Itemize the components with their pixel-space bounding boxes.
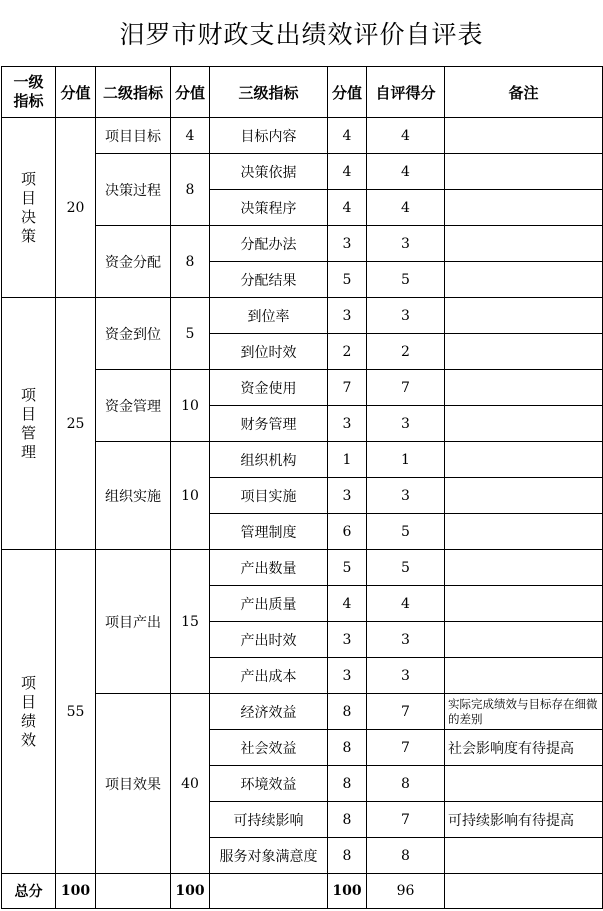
level2-score: 5 [171, 298, 210, 370]
level3-name: 财务管理 [210, 406, 328, 442]
self-score: 7 [367, 802, 445, 838]
remark [445, 478, 603, 514]
remark [445, 586, 603, 622]
level1-name: 项目绩效 [2, 550, 56, 874]
page-title: 汨罗市财政支出绩效评价自评表 [119, 20, 484, 49]
level1-name: 项目决策 [2, 118, 56, 298]
remark [445, 622, 603, 658]
header-row [2, 67, 603, 118]
level3-score: 3 [328, 226, 367, 262]
level2-name: 项目目标 [96, 118, 171, 154]
total-self-score: 96 [367, 874, 445, 909]
self-score: 8 [367, 838, 445, 874]
self-score: 7 [367, 694, 445, 730]
table-row [2, 118, 603, 154]
level3-name: 服务对象满意度 [210, 838, 328, 874]
self-score: 3 [367, 622, 445, 658]
level2-score: 8 [171, 226, 210, 298]
self-score: 3 [367, 298, 445, 334]
total-score2: 100 [171, 874, 210, 909]
header-self-score: 自评得分 [367, 67, 445, 118]
header-level1: 一级指标 [2, 67, 56, 118]
level3-score: 2 [328, 334, 367, 370]
header-level2: 二级指标 [96, 67, 171, 118]
level3-score: 4 [328, 190, 367, 226]
self-score: 4 [367, 586, 445, 622]
self-score: 3 [367, 478, 445, 514]
remark [445, 118, 603, 154]
total-score1: 100 [56, 874, 96, 909]
level3-name: 决策依据 [210, 154, 328, 190]
level2-score: 15 [171, 550, 210, 694]
header-level3: 三级指标 [210, 67, 328, 118]
level3-name: 到位时效 [210, 334, 328, 370]
level3-name: 产出数量 [210, 550, 328, 586]
remark [445, 406, 603, 442]
level3-score: 4 [328, 118, 367, 154]
level3-score: 3 [328, 406, 367, 442]
remark: 实际完成绩效与目标存在细微的差别 [445, 694, 603, 730]
level3-score: 5 [328, 262, 367, 298]
level3-name: 目标内容 [210, 118, 328, 154]
remark: 可持续影响有待提高 [445, 802, 603, 838]
level3-name: 社会效益 [210, 730, 328, 766]
self-score: 5 [367, 262, 445, 298]
level2-score: 40 [171, 694, 210, 874]
self-score: 5 [367, 514, 445, 550]
remark [445, 442, 603, 478]
header-score3: 分值 [328, 67, 367, 118]
level1-score: 20 [56, 118, 96, 298]
level3-name: 经济效益 [210, 694, 328, 730]
self-score: 3 [367, 226, 445, 262]
level3-name: 产出质量 [210, 586, 328, 622]
level3-name: 可持续影响 [210, 802, 328, 838]
level3-score: 6 [328, 514, 367, 550]
total-label: 总分 [2, 874, 56, 909]
total-score3: 100 [328, 874, 367, 909]
self-score: 7 [367, 730, 445, 766]
level3-score: 7 [328, 370, 367, 406]
level3-name: 组织机构 [210, 442, 328, 478]
level3-name: 管理制度 [210, 514, 328, 550]
header-score1: 分值 [56, 67, 96, 118]
header-remark: 备注 [445, 67, 603, 118]
level2-name: 项目效果 [96, 694, 171, 874]
level2-name: 决策过程 [96, 154, 171, 226]
level2-name: 资金管理 [96, 370, 171, 442]
self-score: 2 [367, 334, 445, 370]
level3-name: 产出成本 [210, 658, 328, 694]
level3-score: 8 [328, 802, 367, 838]
self-score: 8 [367, 766, 445, 802]
level3-score: 8 [328, 766, 367, 802]
level1-score: 25 [56, 298, 96, 550]
level3-name: 产出时效 [210, 622, 328, 658]
self-score: 4 [367, 154, 445, 190]
level2-name: 项目产出 [96, 550, 171, 694]
level2-score: 10 [171, 370, 210, 442]
remark [445, 334, 603, 370]
remark [445, 766, 603, 802]
remark [445, 226, 603, 262]
level3-score: 3 [328, 478, 367, 514]
remark [445, 658, 603, 694]
header-score2: 分值 [171, 67, 210, 118]
level3-score: 3 [328, 298, 367, 334]
level3-name: 资金使用 [210, 370, 328, 406]
level2-name: 资金到位 [96, 298, 171, 370]
remark [445, 550, 603, 586]
level3-score: 4 [328, 586, 367, 622]
level3-score: 3 [328, 622, 367, 658]
remark [445, 838, 603, 874]
total-empty [96, 874, 171, 909]
remark [445, 262, 603, 298]
evaluation-table [1, 66, 603, 909]
table-row [2, 550, 603, 586]
level3-score: 8 [328, 730, 367, 766]
level1-name: 项目管理 [2, 298, 56, 550]
level3-score: 1 [328, 442, 367, 478]
level3-name: 项目实施 [210, 478, 328, 514]
total-row [2, 874, 603, 909]
level3-score: 3 [328, 658, 367, 694]
level2-name: 组织实施 [96, 442, 171, 550]
total-empty [445, 874, 603, 909]
self-score: 1 [367, 442, 445, 478]
total-empty [210, 874, 328, 909]
level3-score: 4 [328, 154, 367, 190]
self-score: 4 [367, 190, 445, 226]
level2-score: 8 [171, 154, 210, 226]
level1-score: 55 [56, 550, 96, 874]
remark [445, 154, 603, 190]
remark [445, 514, 603, 550]
self-score: 3 [367, 658, 445, 694]
level3-name: 分配结果 [210, 262, 328, 298]
level3-name: 分配办法 [210, 226, 328, 262]
self-score: 4 [367, 118, 445, 154]
level2-name: 资金分配 [96, 226, 171, 298]
level3-name: 决策程序 [210, 190, 328, 226]
level2-score: 4 [171, 118, 210, 154]
self-score: 3 [367, 406, 445, 442]
table-row [2, 298, 603, 334]
remark [445, 370, 603, 406]
self-score: 5 [367, 550, 445, 586]
level3-score: 8 [328, 838, 367, 874]
remark: 社会影响度有待提高 [445, 730, 603, 766]
remark [445, 298, 603, 334]
remark [445, 190, 603, 226]
level2-score: 10 [171, 442, 210, 550]
self-score: 7 [367, 370, 445, 406]
level3-score: 8 [328, 694, 367, 730]
level3-score: 5 [328, 550, 367, 586]
level3-name: 环境效益 [210, 766, 328, 802]
level3-name: 到位率 [210, 298, 328, 334]
